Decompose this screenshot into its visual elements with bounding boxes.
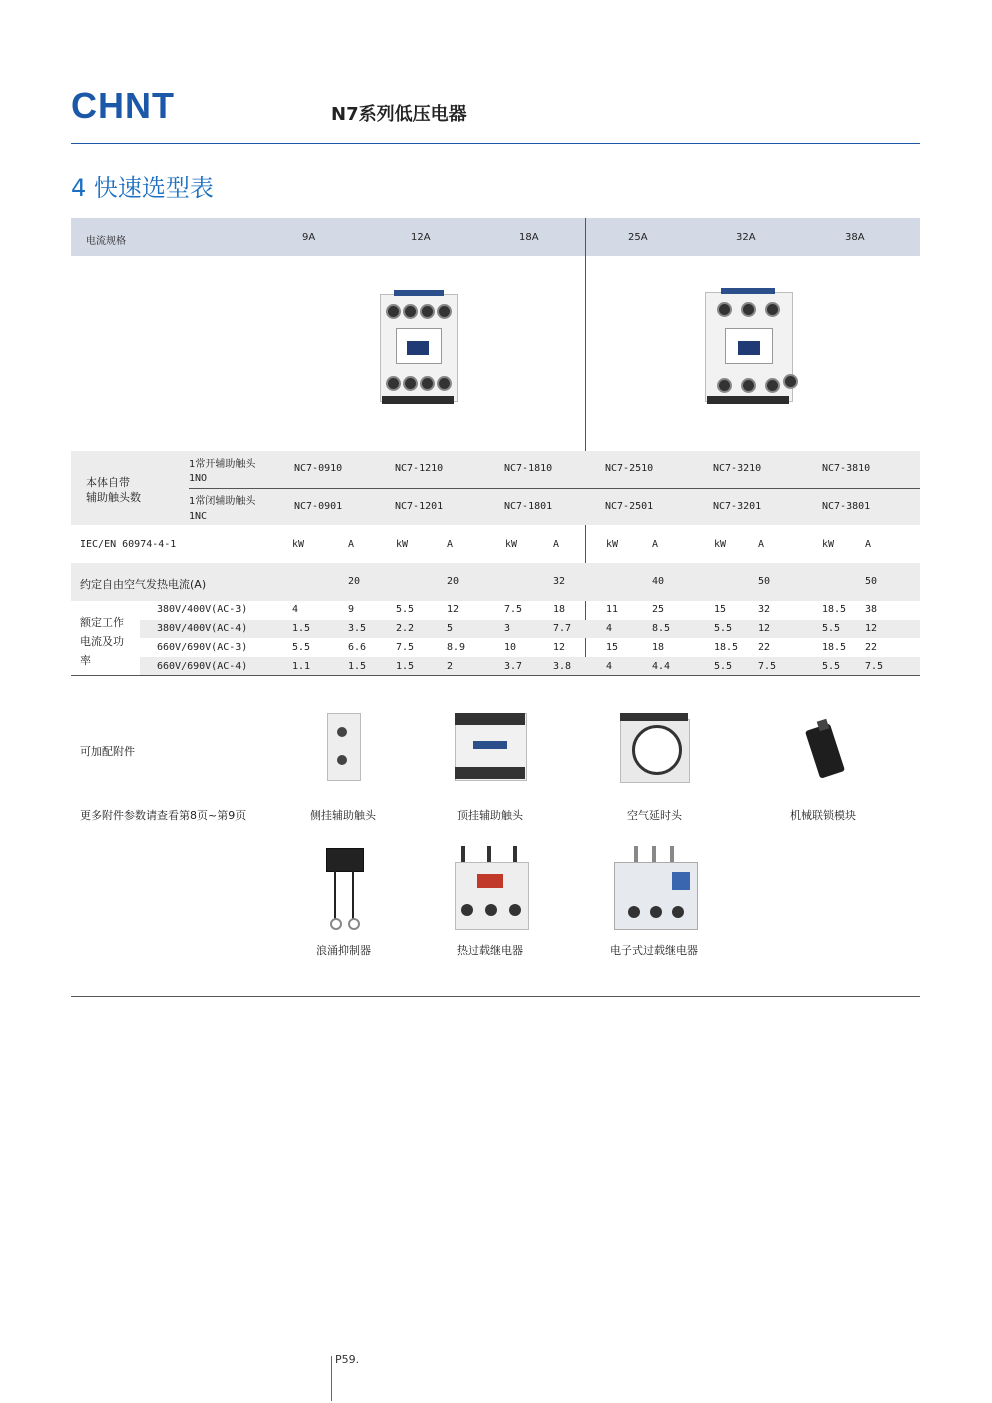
rated-value-cell: 25 <box>652 604 665 615</box>
page-number: P59. <box>335 1353 360 1366</box>
rated-value-cell: 18.5 <box>714 642 739 653</box>
aux-group-label-1: 本体自带 <box>86 476 130 489</box>
accessory-label: 空气延时头 <box>627 809 682 822</box>
no-model-cell: NC7-3210 <box>713 463 762 474</box>
rated-label-3: 率 <box>80 654 91 667</box>
nc-label-1: 1常闭辅助触头 <box>189 496 256 507</box>
rated-value-cell: 10 <box>504 642 517 653</box>
table-bottom-rule <box>71 675 920 676</box>
rated-value-cell: 4 <box>292 604 299 615</box>
current-12a: 12A <box>411 232 431 243</box>
rated-value-cell: 1.5 <box>292 623 311 634</box>
rated-value-cell: 2.2 <box>396 623 415 634</box>
contactor-large-image <box>705 288 797 406</box>
unit-kw: kW <box>606 539 619 550</box>
top-aux-contact-icon <box>455 713 527 781</box>
rated-value-cell: 5.5 <box>714 623 733 634</box>
rated-value-cell: 18.5 <box>822 642 847 653</box>
nc-model-cell: NC7-3801 <box>822 501 871 512</box>
unit-kw: kW <box>714 539 727 550</box>
thermal-value: 20 <box>348 576 361 587</box>
rated-value-cell: 5.5 <box>822 623 841 634</box>
rated-value-cell: 15 <box>606 642 619 653</box>
current-38a: 38A <box>845 232 865 243</box>
rated-value-cell: 18 <box>652 642 665 653</box>
no-label-1: 1常开辅助触头 <box>189 459 256 470</box>
document-title: N7系列低压电器 <box>331 104 467 125</box>
electronic-overload-relay-icon <box>614 846 698 930</box>
rated-value-cell: 7.7 <box>553 623 572 634</box>
accessories-note: 更多附件参数请查看第8页~第9页 <box>80 809 247 822</box>
unit-a: A <box>758 539 765 550</box>
no-model-cell: NC7-3810 <box>822 463 871 474</box>
spec-label: 电流规格 <box>86 236 126 247</box>
unit-kw: kW <box>396 539 409 550</box>
thermal-value: 32 <box>553 576 566 587</box>
rated-value-cell: 12 <box>758 623 771 634</box>
rated-value-cell: 12 <box>865 623 878 634</box>
current-25a: 25A <box>628 232 648 243</box>
unit-a: A <box>865 539 872 550</box>
accessory-label: 热过载继电器 <box>457 944 523 957</box>
accessory-label: 机械联锁模块 <box>790 809 856 822</box>
rated-value-cell: 9 <box>348 604 355 615</box>
rated-value-cell: 5.5 <box>822 661 841 672</box>
unit-a: A <box>348 539 355 550</box>
rated-row-label: 380V/400V(AC-3) <box>157 604 248 615</box>
table-header-row <box>71 218 920 256</box>
rated-value-cell: 2 <box>447 661 454 672</box>
thermal-label: 约定自由空气发热电流(A) <box>80 578 207 591</box>
rated-value-cell: 12 <box>553 642 566 653</box>
rated-row-label: 380V/400V(AC-4) <box>157 623 248 634</box>
aux-group-label-2: 辅助触头数 <box>86 491 141 504</box>
rated-value-cell: 18 <box>553 604 566 615</box>
unit-a: A <box>652 539 659 550</box>
section-title: 4 快速选型表 <box>71 174 214 202</box>
rated-value-cell: 1.1 <box>292 661 311 672</box>
rated-value-cell: 7.5 <box>758 661 777 672</box>
rated-value-cell: 3 <box>504 623 511 634</box>
rated-value-cell: 4 <box>606 661 613 672</box>
rated-value-cell: 6.6 <box>348 642 367 653</box>
nc-model-cell: NC7-3201 <box>713 501 762 512</box>
rated-value-cell: 12 <box>447 604 460 615</box>
rated-value-cell: 3.8 <box>553 661 572 672</box>
rated-value-cell: 7.5 <box>396 642 415 653</box>
rated-value-cell: 1.5 <box>348 661 367 672</box>
rated-value-cell: 5.5 <box>714 661 733 672</box>
rated-row-label: 660V/690V(AC-4) <box>157 661 248 672</box>
rated-value-cell: 32 <box>758 604 771 615</box>
no-model-cell: NC7-2510 <box>605 463 654 474</box>
unit-kw: kW <box>292 539 305 550</box>
accessory-label: 侧挂辅助触头 <box>310 809 376 822</box>
no-model-cell: NC7-1210 <box>395 463 444 474</box>
rated-value-cell: 7.5 <box>865 661 884 672</box>
nc-model-cell: NC7-0901 <box>294 501 343 512</box>
rated-row-band <box>140 657 920 675</box>
no-model-cell: NC7-1810 <box>504 463 553 474</box>
rated-value-cell: 22 <box>758 642 771 653</box>
nc-label-2: 1NC <box>189 511 208 522</box>
nc-model-cell: NC7-1201 <box>395 501 444 512</box>
thermal-overload-relay-icon <box>455 846 529 930</box>
unit-a: A <box>447 539 454 550</box>
rated-value-cell: 8.5 <box>652 623 671 634</box>
contactor-small-image <box>380 290 458 405</box>
rated-value-cell: 3.7 <box>504 661 523 672</box>
nc-model-cell: NC7-2501 <box>605 501 654 512</box>
page-marker-line <box>331 1356 332 1401</box>
unit-a: A <box>553 539 560 550</box>
accessory-label: 电子式过载继电器 <box>610 944 698 957</box>
rated-value-cell: 7.5 <box>504 604 523 615</box>
standard-label: IEC/EN 60974-4-1 <box>80 539 177 550</box>
unit-kw: kW <box>822 539 835 550</box>
rated-value-cell: 4 <box>606 623 613 634</box>
current-32a: 32A <box>736 232 756 243</box>
accessory-label: 顶挂辅助触头 <box>457 809 523 822</box>
table-group-divider <box>585 218 586 675</box>
rated-row-label: 660V/690V(AC-3) <box>157 642 248 653</box>
thermal-value: 40 <box>652 576 665 587</box>
rated-value-cell: 15 <box>714 604 727 615</box>
rated-value-cell: 4.4 <box>652 661 671 672</box>
chnt-logo: CHNT <box>71 85 175 126</box>
nc-model-cell: NC7-1801 <box>504 501 553 512</box>
rated-label-2: 电流及功 <box>80 635 124 648</box>
rated-value-cell: 18.5 <box>822 604 847 615</box>
no-model-cell: NC7-0910 <box>294 463 343 474</box>
aux-row-divider <box>189 488 920 489</box>
side-aux-contact-icon <box>327 713 361 781</box>
rated-value-cell: 11 <box>606 604 619 615</box>
unit-kw: kW <box>505 539 518 550</box>
mechanical-interlock-icon <box>806 720 846 778</box>
rated-value-cell: 5.5 <box>396 604 415 615</box>
thermal-value: 50 <box>865 576 878 587</box>
thermal-value: 20 <box>447 576 460 587</box>
thermal-value: 50 <box>758 576 771 587</box>
rated-value-cell: 22 <box>865 642 878 653</box>
rated-value-cell: 5.5 <box>292 642 311 653</box>
accessory-label: 浪涌抑制器 <box>316 944 371 957</box>
air-delay-head-icon <box>620 713 690 783</box>
rated-value-cell: 3.5 <box>348 623 367 634</box>
rated-row-band <box>140 620 920 638</box>
no-label-2: 1NO <box>189 473 208 484</box>
surge-suppressor-icon <box>326 848 364 928</box>
rated-value-cell: 38 <box>865 604 878 615</box>
rated-label-1: 额定工作 <box>80 616 124 629</box>
current-18a: 18A <box>519 232 539 243</box>
accessories-label: 可加配附件 <box>80 745 135 758</box>
rated-value-cell: 1.5 <box>396 661 415 672</box>
header-divider <box>71 143 920 144</box>
current-9a: 9A <box>302 232 316 243</box>
rated-value-cell: 5 <box>447 623 454 634</box>
footer-divider <box>71 996 920 997</box>
rated-value-cell: 8.9 <box>447 642 466 653</box>
